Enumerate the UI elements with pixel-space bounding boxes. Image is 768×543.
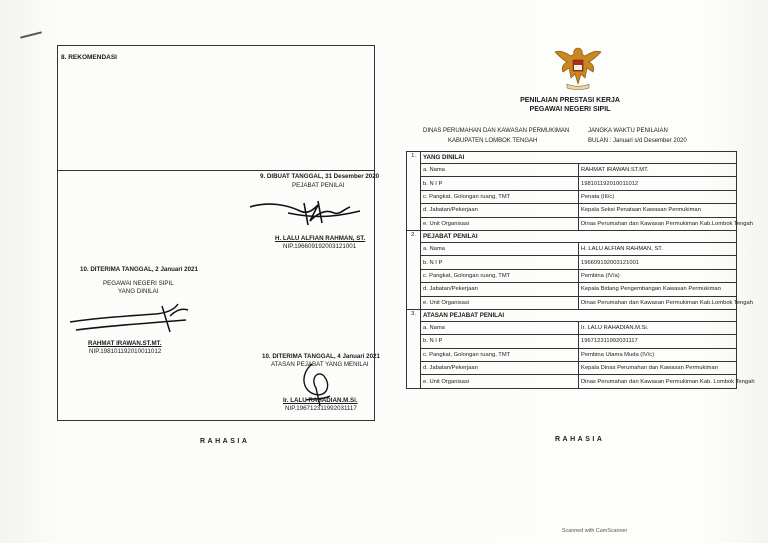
section-title: YANG DINILAI	[421, 152, 737, 164]
sec10a-nip: NIP.198101192010011012	[89, 348, 162, 355]
field-label: d. Jabatan/Pekerjaan	[421, 204, 579, 217]
field-label: d. Jabatan/Pekerjaan	[421, 283, 579, 296]
sec10b-role: ATASAN PEJABAT YANG MENILAI	[271, 361, 369, 368]
field-value: Dinas Perumahan dan Kawasan Permukiman Kab.Lombok Tengah	[579, 296, 737, 309]
field-label: c. Pangkat, Golongan ruang, TMT	[421, 190, 579, 203]
field-value: Pembina (IV/a)	[579, 269, 737, 282]
section-header-row	[407, 152, 737, 164]
sec9-date: 9. DIBUAT TANGGAL, 31 Desember 2020	[260, 173, 380, 180]
section-number: 1.	[407, 152, 421, 231]
sec9-name: H. LALU ALFIAN RAHMAN, ST.	[275, 235, 366, 242]
table-row	[407, 321, 737, 334]
table-row	[407, 269, 737, 282]
sec10b-date: 10. DITERIMA TANGGAL, 4 Januari 2021	[262, 353, 380, 360]
table-row	[407, 217, 737, 230]
sec10a-name: RAHMAT IRAWAN.ST.MT.	[88, 340, 162, 347]
field-value: Penata (III/c)	[579, 190, 737, 203]
field-label: e. Unit Organisasi	[421, 296, 579, 309]
section-number: 3.	[407, 309, 421, 388]
section-8-title: 8. REKOMENDASI	[61, 54, 117, 61]
table-row	[407, 296, 737, 309]
field-value: RAHMAT IRAWAN.ST.MT.	[579, 164, 737, 177]
scan-edge-mark	[20, 31, 42, 38]
section-header-row	[407, 230, 737, 242]
field-label: a. Nama	[421, 321, 579, 334]
table-row	[407, 335, 737, 348]
scanner-footer: Scanned with CamScanner	[562, 528, 628, 534]
field-label: c. Pangkat, Golongan ruang, TMT	[421, 269, 579, 282]
sec10b-nip: NIP.196712311992031117	[285, 405, 357, 412]
sec10a-date: 10. DITERIMA TANGGAL, 2 Januari 2021	[80, 266, 198, 273]
field-label: b. N I P	[421, 177, 579, 190]
field-label: e. Unit Organisasi	[421, 217, 579, 230]
field-value: 196609192003121001	[579, 256, 737, 269]
section-header-row	[407, 309, 737, 321]
sec10a-role-2: YANG DINILAI	[118, 288, 159, 295]
field-label: e. Unit Organisasi	[421, 375, 579, 388]
sec9-role: PEJABAT PENILAI	[292, 182, 345, 189]
table-row	[407, 177, 737, 190]
table-row	[407, 362, 737, 375]
period-label: JANGKA WAKTU PENILAIAN	[588, 128, 668, 134]
table-row	[407, 204, 737, 217]
doc-title-2: PEGAWAI NEGERI SIPIL	[529, 106, 611, 113]
rahasia-left: RAHASIA	[200, 438, 250, 445]
field-value: Dinas Perumahan dan Kawasan Permukiman Kab. Lombok Tengah	[579, 375, 737, 388]
section-number: 2.	[407, 230, 421, 309]
table-row	[407, 242, 737, 255]
sec9-nip: NIP.196609192003121001	[283, 243, 357, 250]
field-label: a. Nama	[421, 242, 579, 255]
table-row	[407, 190, 737, 203]
field-label: b. N I P	[421, 335, 579, 348]
appraisal-form-table	[406, 151, 755, 389]
section-title: ATASAN PEJABAT PENILAI	[421, 309, 737, 321]
field-value: Ir. LALU RAHADIAN.M.Si.	[579, 321, 737, 334]
field-value: Pembina Utama Muda (IV/c)	[579, 348, 737, 361]
field-label: c. Pangkat, Golongan ruang, TMT	[421, 348, 579, 361]
table-row	[407, 164, 737, 177]
garuda-emblem-icon	[553, 44, 603, 90]
sec10b-name: Ir. LALU RAHADIAN.M.Si.	[283, 397, 358, 404]
field-value: Dinas Perumahan dan Kawasan Permukiman Kab.Lombok Tengah	[579, 217, 737, 230]
period-value: BULAN : Januari s/d Desember 2020	[588, 138, 687, 144]
field-label: d. Jabatan/Pekerjaan	[421, 362, 579, 375]
field-label: a. Nama	[421, 164, 579, 177]
table-row	[407, 375, 737, 388]
sec10a-role-1: PEGAWAI NEGERI SIPIL	[103, 280, 174, 287]
field-value: 198101192010011012	[579, 177, 737, 190]
department-name: DINAS PERUMAHAN DAN KAWASAN PERMUKIMAN	[423, 128, 570, 134]
field-label: b. N I P	[421, 256, 579, 269]
field-value: Kepala Seksi Penataan Kawasan Permukiman	[579, 204, 737, 217]
field-value: Kepala Bidang Pengembangan Kawasan Permukiman	[579, 283, 737, 296]
field-value: Kepala Dinas Perumahan dan Kawasan Permukiman	[579, 362, 737, 375]
field-value: 196712311992031117	[579, 335, 737, 348]
box-divider	[58, 170, 374, 171]
field-value: H. LALU ALFIAN RAHMAN, ST.	[579, 242, 737, 255]
table-row	[407, 283, 737, 296]
rahasia-right: RAHASIA	[555, 436, 605, 443]
section-title: PEJABAT PENILAI	[421, 230, 737, 242]
table-row	[407, 256, 737, 269]
table-row	[407, 348, 737, 361]
region-name: KABUPATEN LOMBOK TENGAH	[448, 138, 538, 144]
doc-title-1: PENILAIAN PRESTASI KERJA	[520, 97, 620, 104]
